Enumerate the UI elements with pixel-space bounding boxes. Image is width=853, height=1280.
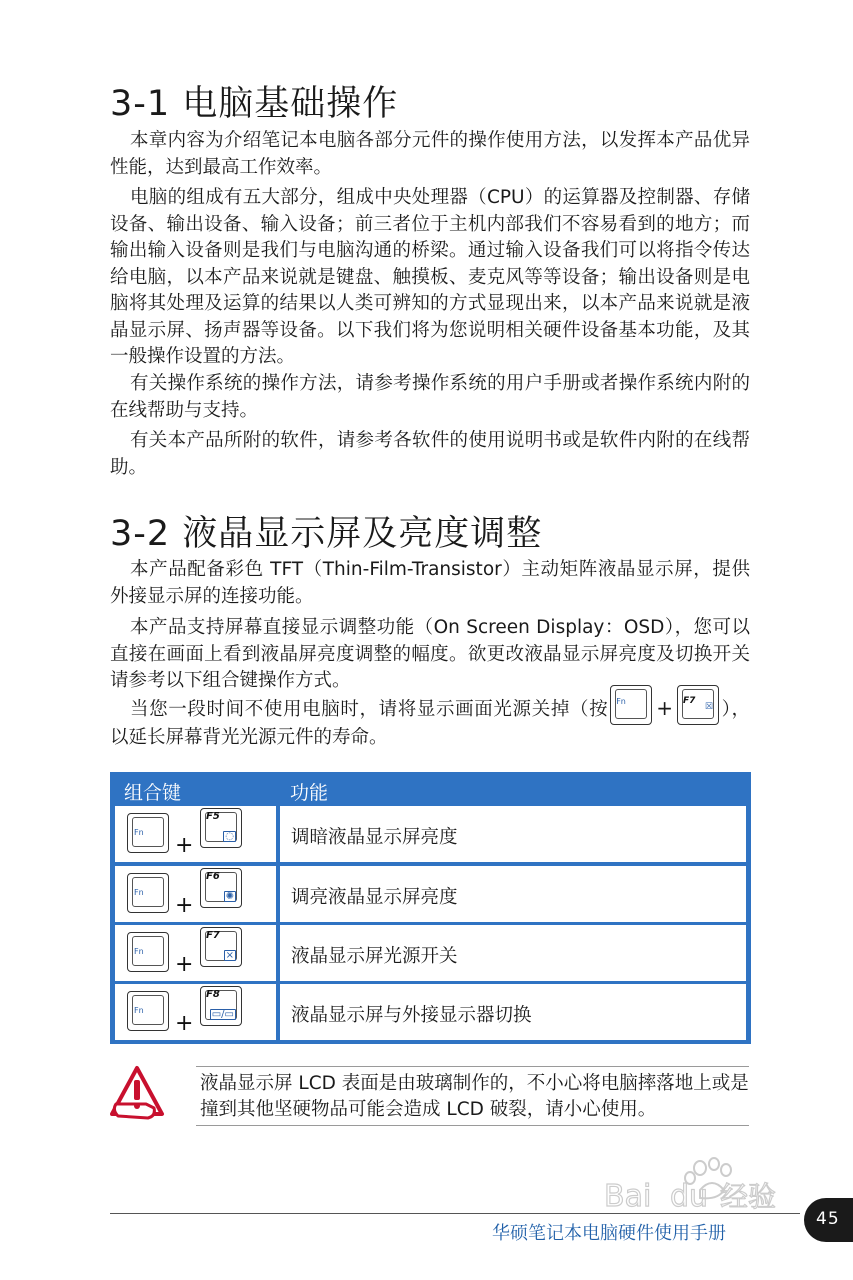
f7-key-icon: F7 × [200, 927, 242, 967]
section-title-lcd-brightness: 3-2 液晶显示屏及亮度调整 [110, 514, 543, 554]
warning-hand-icon [108, 1064, 166, 1122]
display-off-glyph-icon: ☒ [704, 701, 713, 712]
function-cell: 调亮液晶显示屏亮度 [280, 866, 746, 922]
brightness-down-glyph-icon: ◌ [225, 831, 234, 842]
paragraph-inline-keys [110, 695, 750, 752]
page-number-badge [804, 1198, 853, 1242]
baidu-watermark-logo [600, 1150, 800, 1210]
plus-sign: + [175, 833, 194, 858]
paragraph: 本产品支持屏幕直接显示调整功能（On Screen Display：OSD），您可以直接在画面上看到液晶屏亮度调整的幅度。欲更改液晶显示屏亮度及切换开关请参考以下组合键操作方式。 [110, 617, 750, 691]
paragraph: 本产品配备彩色 TFT（Thin-Film-Transistor）主动矩阵液晶显示屏，提供外接显示屏的连接功能。 [110, 559, 750, 607]
header-function: 功能 [290, 782, 329, 804]
table-row [115, 984, 746, 1040]
svg-text:du: du [670, 1179, 709, 1210]
fn-key-icon: Fn [127, 873, 169, 913]
hotkey-table [110, 772, 751, 1044]
page-number: 45 [816, 1209, 840, 1229]
key-combo-cell [115, 806, 276, 862]
function-cell: 液晶显示屏光源开关 [280, 925, 746, 981]
f5-key-icon: F5 ◌ [200, 808, 242, 848]
fn-key-icon: Fn [127, 991, 169, 1031]
key-combo-cell [115, 984, 276, 1040]
key-combo-cell [115, 866, 276, 922]
function-cell: 调暗液晶显示屏亮度 [280, 806, 746, 862]
plus-sign: + [175, 952, 194, 977]
paragraph: 有关本产品所附的软件，请参考各软件的使用说明书或是软件内附的在线帮助。 [110, 430, 750, 478]
table-header [110, 772, 751, 806]
display-off-glyph-icon: × [225, 950, 234, 961]
table-row [115, 925, 746, 981]
f6-key-icon: F6 ✺ [200, 868, 242, 908]
footer-divider [110, 1213, 800, 1214]
function-cell: 液晶显示屏与外接显示器切换 [280, 984, 746, 1040]
fn-key-icon: Fn [127, 813, 169, 853]
fn-key-icon: Fn [610, 685, 652, 725]
brightness-up-glyph-icon: ✺ [225, 891, 234, 902]
paragraph: 本章内容为介绍笔记本电脑各部分元件的操作使用方法，以发挥本产品优异性能，达到最高工作效率。 [110, 130, 750, 178]
paragraph: 有关操作系统的操作方法，请参考操作系统的用户手册或者操作系统内附的在线帮助与支持。 [110, 373, 750, 421]
inline-text-post: ），以延长屏幕背光光源元件的寿命。 [110, 699, 750, 748]
svg-text:Bai: Bai [604, 1179, 652, 1210]
inline-text-pre: 当您一段时间不使用电脑时，请将显示画面光源关掉（按 [130, 699, 609, 720]
fn-key-icon: Fn [127, 932, 169, 972]
table-row [115, 806, 746, 862]
divider [196, 1066, 749, 1067]
key-combo-cell [115, 925, 276, 981]
f8-key-icon: F8 ▭/▭ [200, 986, 242, 1026]
table-row [115, 866, 746, 922]
footer-manual-title: 华硕笔记本电脑硬件使用手册 [492, 1223, 726, 1244]
display-switch-glyph-icon: ▭/▭ [211, 1009, 234, 1020]
plus-sign: + [175, 1011, 194, 1036]
svg-text:经验: 经验 [720, 1180, 777, 1210]
header-combo-keys: 组合键 [124, 782, 182, 804]
f7-key-icon: F7 ☒ [677, 685, 719, 725]
section-title-basic-operation: 3-1 电脑基础操作 [110, 84, 399, 124]
divider [196, 1125, 749, 1126]
plus-sign: + [656, 696, 673, 720]
warning-text: 液晶显示屏 LCD 表面是由玻璃制作的，不小心将电脑摔落地上或是撞到其他坚硬物品可能会造成 LCD 破裂，请小心使用。 [200, 1073, 749, 1120]
plus-sign: + [175, 893, 194, 918]
paragraph: 电脑的组成有五大部分，组成中央处理器（CPU）的运算器及控制器、存储设备、输出设备、输入设备；前三者位于主机内部我们不容易看到的地方；而输出输入设备则是我们与电脑沟通的桥梁。通过输入设备我们可以将指令传达给电脑，以本产品来说就是键盘、触摸板、麦克风等等设备；输出设备则是电脑将其处理及运算的结果以人类可辨知的方式显现出来，以本产品来说就是液晶显示屏、扬声器等设备。以下我们将为您说明相关硬件设备基本功能，及其一般操作设置的方法。 [110, 187, 750, 367]
